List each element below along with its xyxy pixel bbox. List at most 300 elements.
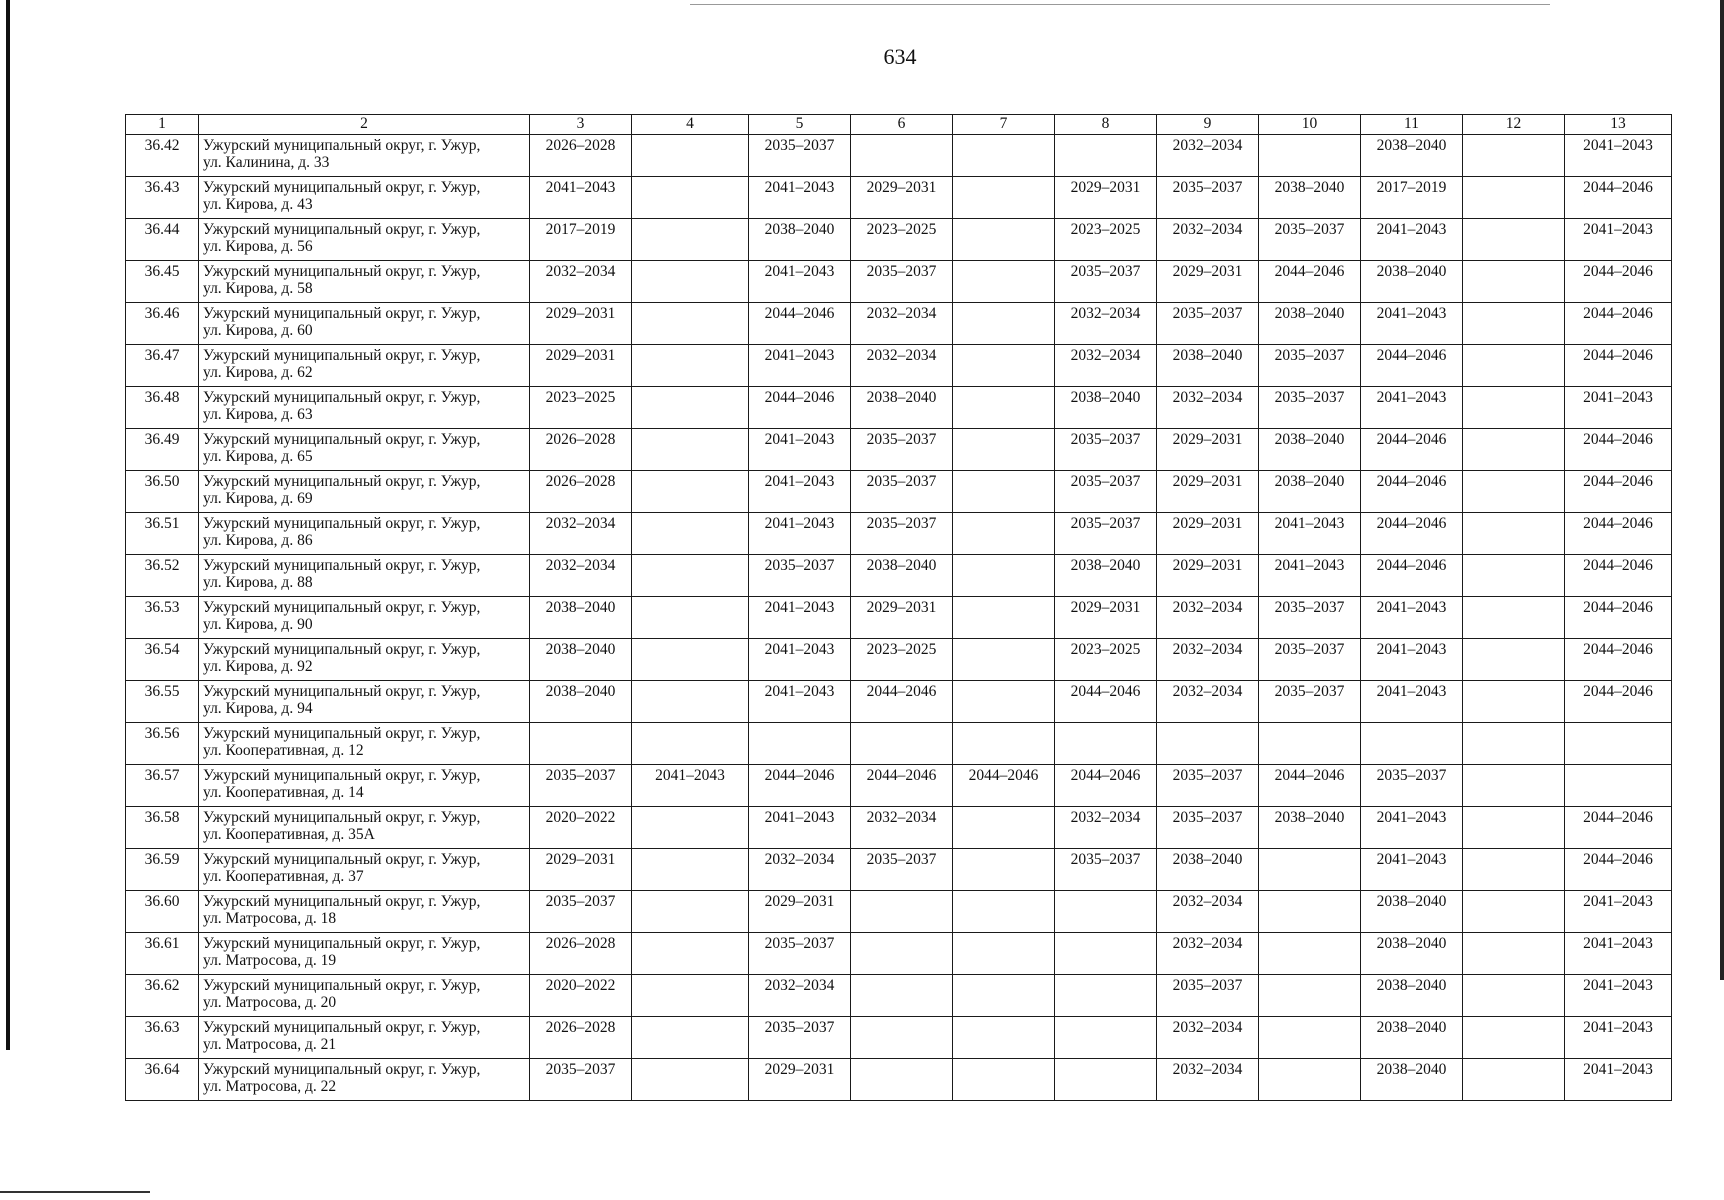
period-cell-col-8: 2023–2025	[1055, 219, 1157, 261]
period-cell-col-8: 2044–2046	[1055, 681, 1157, 723]
table-row	[126, 681, 1672, 723]
period-cell-col-13: 2044–2046	[1565, 177, 1672, 219]
period-cell-col-4	[632, 471, 749, 513]
period-cell-col-13: 2041–2043	[1565, 387, 1672, 429]
period-cell-col-3	[530, 723, 632, 765]
address-cell	[199, 303, 530, 345]
table-row	[126, 597, 1672, 639]
period-cell-col-10: 2035–2037	[1259, 387, 1361, 429]
period-cell-col-8	[1055, 135, 1157, 177]
period-cell-col-11: 2044–2046	[1361, 345, 1463, 387]
address-cell	[199, 723, 530, 765]
period-cell-col-8	[1055, 1017, 1157, 1059]
period-cell-col-11: 2038–2040	[1361, 261, 1463, 303]
period-cell-col-3: 2026–2028	[530, 429, 632, 471]
period-cell-col-11: 2044–2046	[1361, 471, 1463, 513]
address-line-2: ул. Кирова, д. 43	[203, 196, 313, 213]
period-cell-col-8: 2035–2037	[1055, 849, 1157, 891]
page-number: 634	[883, 44, 917, 69]
column-header-3: 3	[530, 115, 632, 135]
period-cell-col-3: 2029–2031	[530, 849, 632, 891]
address-line-1: Ужурский муниципальный округ, г. Ужур,	[203, 641, 481, 658]
table-body	[126, 135, 1672, 1101]
period-cell-col-8: 2029–2031	[1055, 177, 1157, 219]
period-cell-col-4	[632, 891, 749, 933]
period-cell-col-6: 2035–2037	[851, 261, 953, 303]
period-cell-col-6: 2032–2034	[851, 345, 953, 387]
period-cell-col-6	[851, 933, 953, 975]
period-cell-col-12	[1463, 303, 1565, 345]
row-number-cell: 36.60	[126, 891, 199, 933]
period-cell-col-13: 2044–2046	[1565, 471, 1672, 513]
period-cell-col-13: 2044–2046	[1565, 807, 1672, 849]
scan-edge-right	[1720, 0, 1724, 980]
period-cell-col-13	[1565, 723, 1672, 765]
period-cell-col-8	[1055, 891, 1157, 933]
address-line-2: ул. Кирова, д. 94	[203, 700, 313, 717]
table-row	[126, 261, 1672, 303]
period-cell-col-3: 2029–2031	[530, 303, 632, 345]
period-cell-col-7	[953, 135, 1055, 177]
period-cell-col-6: 2023–2025	[851, 639, 953, 681]
address-line-1: Ужурский муниципальный округ, г. Ужур,	[203, 221, 481, 238]
period-cell-col-11: 2044–2046	[1361, 555, 1463, 597]
period-cell-col-13: 2044–2046	[1565, 681, 1672, 723]
address-line-1: Ужурский муниципальный округ, г. Ужур,	[203, 431, 481, 448]
column-header-9: 9	[1157, 115, 1259, 135]
period-cell-col-6	[851, 135, 953, 177]
period-cell-col-10	[1259, 135, 1361, 177]
address-cell	[199, 891, 530, 933]
address-line-1: Ужурский муниципальный округ, г. Ужур,	[203, 935, 481, 952]
period-cell-col-7	[953, 1017, 1055, 1059]
period-cell-col-8: 2035–2037	[1055, 429, 1157, 471]
period-cell-col-7	[953, 723, 1055, 765]
period-cell-col-4	[632, 177, 749, 219]
period-cell-col-11: 2044–2046	[1361, 429, 1463, 471]
row-number-cell: 36.53	[126, 597, 199, 639]
period-cell-col-4	[632, 345, 749, 387]
address-cell	[199, 681, 530, 723]
address-line-1: Ужурский муниципальный округ, г. Ужур,	[203, 179, 481, 196]
period-cell-col-7	[953, 177, 1055, 219]
period-cell-col-5: 2041–2043	[749, 597, 851, 639]
period-cell-col-12	[1463, 135, 1565, 177]
period-cell-col-3: 2026–2028	[530, 471, 632, 513]
period-cell-col-6: 2035–2037	[851, 513, 953, 555]
address-line-2: ул. Кирова, д. 63	[203, 406, 313, 423]
period-cell-col-8: 2035–2037	[1055, 261, 1157, 303]
period-cell-col-7	[953, 1059, 1055, 1101]
period-cell-col-9: 2032–2034	[1157, 135, 1259, 177]
address-line-2: ул. Кирова, д. 69	[203, 490, 313, 507]
period-cell-col-13: 2044–2046	[1565, 555, 1672, 597]
period-cell-col-6	[851, 723, 953, 765]
period-cell-col-8: 2032–2034	[1055, 807, 1157, 849]
table-row	[126, 723, 1672, 765]
address-line-2: ул. Кирова, д. 58	[203, 280, 313, 297]
period-cell-col-4	[632, 1059, 749, 1101]
period-cell-col-13: 2044–2046	[1565, 849, 1672, 891]
period-cell-col-8: 2029–2031	[1055, 597, 1157, 639]
period-cell-col-11: 2041–2043	[1361, 849, 1463, 891]
address-cell	[199, 807, 530, 849]
period-cell-col-6: 2029–2031	[851, 597, 953, 639]
period-cell-col-12	[1463, 219, 1565, 261]
period-cell-col-4	[632, 849, 749, 891]
period-cell-col-5: 2038–2040	[749, 219, 851, 261]
period-cell-col-10: 2038–2040	[1259, 429, 1361, 471]
table-row	[126, 639, 1672, 681]
address-line-1: Ужурский муниципальный округ, г. Ужур,	[203, 1061, 481, 1078]
period-cell-col-13: 2044–2046	[1565, 303, 1672, 345]
period-cell-col-9: 2032–2034	[1157, 1017, 1259, 1059]
period-cell-col-5: 2035–2037	[749, 933, 851, 975]
period-cell-col-7	[953, 387, 1055, 429]
period-cell-col-3: 2023–2025	[530, 387, 632, 429]
period-cell-col-10	[1259, 975, 1361, 1017]
period-cell-col-13: 2044–2046	[1565, 429, 1672, 471]
period-cell-col-12	[1463, 429, 1565, 471]
period-cell-col-7	[953, 345, 1055, 387]
period-cell-col-6: 2032–2034	[851, 807, 953, 849]
table-row	[126, 975, 1672, 1017]
period-cell-col-9: 2035–2037	[1157, 807, 1259, 849]
period-cell-col-12	[1463, 849, 1565, 891]
period-cell-col-10: 2035–2037	[1259, 597, 1361, 639]
period-cell-col-6: 2038–2040	[851, 387, 953, 429]
period-cell-col-4	[632, 387, 749, 429]
period-cell-col-3: 2038–2040	[530, 639, 632, 681]
period-cell-col-3: 2041–2043	[530, 177, 632, 219]
row-number-cell: 36.56	[126, 723, 199, 765]
period-cell-col-10: 2038–2040	[1259, 177, 1361, 219]
period-cell-col-9: 2035–2037	[1157, 303, 1259, 345]
period-cell-col-8: 2023–2025	[1055, 639, 1157, 681]
period-cell-col-9: 2035–2037	[1157, 177, 1259, 219]
period-cell-col-6	[851, 975, 953, 1017]
address-cell	[199, 597, 530, 639]
period-cell-col-6: 2029–2031	[851, 177, 953, 219]
period-cell-col-13: 2041–2043	[1565, 891, 1672, 933]
period-cell-col-5: 2035–2037	[749, 555, 851, 597]
period-cell-col-9: 2035–2037	[1157, 765, 1259, 807]
address-line-2: ул. Кирова, д. 62	[203, 364, 313, 381]
period-cell-col-12	[1463, 807, 1565, 849]
period-cell-col-10: 2035–2037	[1259, 345, 1361, 387]
period-cell-col-13: 2041–2043	[1565, 975, 1672, 1017]
period-cell-col-13	[1565, 765, 1672, 807]
address-line-1: Ужурский муниципальный округ, г. Ужур,	[203, 767, 481, 784]
period-cell-col-6	[851, 891, 953, 933]
period-cell-col-12	[1463, 513, 1565, 555]
period-cell-col-7	[953, 891, 1055, 933]
period-cell-col-7	[953, 639, 1055, 681]
period-cell-col-5: 2044–2046	[749, 387, 851, 429]
period-cell-col-9: 2032–2034	[1157, 1059, 1259, 1101]
period-cell-col-9: 2032–2034	[1157, 891, 1259, 933]
period-cell-col-5: 2032–2034	[749, 975, 851, 1017]
address-line-1: Ужурский муниципальный округ, г. Ужур,	[203, 389, 481, 406]
column-header-6: 6	[851, 115, 953, 135]
table-row	[126, 429, 1672, 471]
period-cell-col-9: 2038–2040	[1157, 345, 1259, 387]
period-cell-col-13: 2041–2043	[1565, 135, 1672, 177]
column-header-13: 13	[1565, 115, 1672, 135]
address-line-1: Ужурский муниципальный округ, г. Ужур,	[203, 557, 481, 574]
period-cell-col-9: 2032–2034	[1157, 597, 1259, 639]
period-cell-col-12	[1463, 933, 1565, 975]
period-cell-col-8: 2038–2040	[1055, 387, 1157, 429]
period-cell-col-6: 2038–2040	[851, 555, 953, 597]
address-line-2: ул. Кирова, д. 56	[203, 238, 313, 255]
period-cell-col-11: 2038–2040	[1361, 975, 1463, 1017]
period-cell-col-7	[953, 303, 1055, 345]
address-cell	[199, 429, 530, 471]
period-cell-col-9: 2032–2034	[1157, 387, 1259, 429]
period-cell-col-13: 2044–2046	[1565, 261, 1672, 303]
period-cell-col-5: 2035–2037	[749, 135, 851, 177]
period-cell-col-11: 2038–2040	[1361, 1059, 1463, 1101]
period-cell-col-13: 2044–2046	[1565, 597, 1672, 639]
address-line-1: Ужурский муниципальный округ, г. Ужур,	[203, 851, 481, 868]
period-cell-col-7	[953, 555, 1055, 597]
period-cell-col-11: 2041–2043	[1361, 681, 1463, 723]
period-cell-col-3: 2035–2037	[530, 891, 632, 933]
period-cell-col-10: 2044–2046	[1259, 765, 1361, 807]
period-cell-col-3: 2017–2019	[530, 219, 632, 261]
period-cell-col-5: 2035–2037	[749, 1017, 851, 1059]
address-line-1: Ужурский муниципальный округ, г. Ужур,	[203, 347, 481, 364]
period-cell-col-3: 2035–2037	[530, 1059, 632, 1101]
address-line-2: ул. Кирова, д. 92	[203, 658, 313, 675]
row-number-cell: 36.54	[126, 639, 199, 681]
period-cell-col-11: 2041–2043	[1361, 387, 1463, 429]
period-cell-col-13: 2041–2043	[1565, 933, 1672, 975]
table-row	[126, 513, 1672, 555]
address-line-2: ул. Матросова, д. 21	[203, 1036, 337, 1053]
period-cell-col-13: 2041–2043	[1565, 1059, 1672, 1101]
period-cell-col-10	[1259, 891, 1361, 933]
address-cell	[199, 555, 530, 597]
period-cell-col-5: 2041–2043	[749, 345, 851, 387]
address-line-1: Ужурский муниципальный округ, г. Ужур,	[203, 977, 481, 994]
period-cell-col-8: 2044–2046	[1055, 765, 1157, 807]
period-cell-col-8: 2035–2037	[1055, 513, 1157, 555]
period-cell-col-11: 2041–2043	[1361, 219, 1463, 261]
row-number-cell: 36.46	[126, 303, 199, 345]
header-row	[126, 115, 1672, 135]
period-cell-col-6	[851, 1017, 953, 1059]
period-cell-col-9: 2032–2034	[1157, 933, 1259, 975]
period-cell-col-3: 2038–2040	[530, 681, 632, 723]
address-cell	[199, 345, 530, 387]
period-cell-col-8: 2032–2034	[1055, 303, 1157, 345]
address-line-2: ул. Калинина, д. 33	[203, 154, 330, 171]
period-cell-col-7	[953, 471, 1055, 513]
table-row	[126, 933, 1672, 975]
period-cell-col-3: 2029–2031	[530, 345, 632, 387]
row-number-cell: 36.44	[126, 219, 199, 261]
period-cell-col-5: 2041–2043	[749, 681, 851, 723]
period-cell-col-9: 2038–2040	[1157, 849, 1259, 891]
row-number-cell: 36.64	[126, 1059, 199, 1101]
period-cell-col-3: 2026–2028	[530, 1017, 632, 1059]
period-cell-col-7	[953, 849, 1055, 891]
period-cell-col-11: 2035–2037	[1361, 765, 1463, 807]
period-cell-col-11: 2038–2040	[1361, 933, 1463, 975]
period-cell-col-13: 2041–2043	[1565, 219, 1672, 261]
address-line-2: ул. Кооперативная, д. 35А	[203, 826, 375, 843]
address-line-2: ул. Кооперативная, д. 14	[203, 784, 364, 801]
period-cell-col-10: 2035–2037	[1259, 639, 1361, 681]
period-cell-col-5: 2041–2043	[749, 429, 851, 471]
row-number-cell: 36.55	[126, 681, 199, 723]
period-cell-col-4	[632, 933, 749, 975]
address-line-1: Ужурский муниципальный округ, г. Ужур,	[203, 305, 481, 322]
row-number-cell: 36.42	[126, 135, 199, 177]
period-cell-col-12	[1463, 891, 1565, 933]
row-number-cell: 36.59	[126, 849, 199, 891]
period-cell-col-12	[1463, 1017, 1565, 1059]
period-cell-col-9: 2032–2034	[1157, 219, 1259, 261]
period-cell-col-11: 2041–2043	[1361, 807, 1463, 849]
period-cell-col-12	[1463, 597, 1565, 639]
period-cell-col-11: 2038–2040	[1361, 1017, 1463, 1059]
address-line-1: Ужурский муниципальный округ, г. Ужур,	[203, 683, 481, 700]
period-cell-col-10: 2041–2043	[1259, 513, 1361, 555]
period-cell-col-7	[953, 261, 1055, 303]
period-cell-col-7	[953, 429, 1055, 471]
table-row	[126, 849, 1672, 891]
address-cell	[199, 219, 530, 261]
column-header-12: 12	[1463, 115, 1565, 135]
period-cell-col-12	[1463, 681, 1565, 723]
period-cell-col-9: 2029–2031	[1157, 555, 1259, 597]
period-cell-col-11: 2041–2043	[1361, 303, 1463, 345]
address-line-1: Ужурский муниципальный округ, г. Ужур,	[203, 599, 481, 616]
period-cell-col-3: 2038–2040	[530, 597, 632, 639]
address-cell	[199, 513, 530, 555]
period-cell-col-9: 2032–2034	[1157, 639, 1259, 681]
period-cell-col-3: 2026–2028	[530, 135, 632, 177]
address-line-2: ул. Матросова, д. 19	[203, 952, 337, 969]
table-row	[126, 303, 1672, 345]
period-cell-col-12	[1463, 387, 1565, 429]
scan-top-line	[690, 4, 1550, 5]
row-number-cell: 36.48	[126, 387, 199, 429]
period-cell-col-12	[1463, 177, 1565, 219]
period-cell-col-4	[632, 639, 749, 681]
period-cell-col-7	[953, 513, 1055, 555]
address-cell	[199, 639, 530, 681]
period-cell-col-12	[1463, 471, 1565, 513]
schedule-table	[125, 114, 1672, 1101]
period-cell-col-10: 2035–2037	[1259, 681, 1361, 723]
period-cell-col-13: 2044–2046	[1565, 513, 1672, 555]
row-number-cell: 36.52	[126, 555, 199, 597]
period-cell-col-6: 2035–2037	[851, 849, 953, 891]
period-cell-col-10	[1259, 1059, 1361, 1101]
period-cell-col-6	[851, 1059, 953, 1101]
period-cell-col-12	[1463, 555, 1565, 597]
period-cell-col-7	[953, 933, 1055, 975]
period-cell-col-6: 2032–2034	[851, 303, 953, 345]
period-cell-col-9: 2032–2034	[1157, 681, 1259, 723]
period-cell-col-5: 2044–2046	[749, 765, 851, 807]
period-cell-col-3: 2035–2037	[530, 765, 632, 807]
period-cell-col-7	[953, 681, 1055, 723]
period-cell-col-9: 2035–2037	[1157, 975, 1259, 1017]
period-cell-col-8: 2035–2037	[1055, 471, 1157, 513]
period-cell-col-4	[632, 513, 749, 555]
table-row	[126, 219, 1672, 261]
row-number-cell: 36.49	[126, 429, 199, 471]
period-cell-col-13: 2044–2046	[1565, 345, 1672, 387]
period-cell-col-11: 2041–2043	[1361, 597, 1463, 639]
table-row	[126, 387, 1672, 429]
column-header-2: 2	[199, 115, 530, 135]
column-header-10: 10	[1259, 115, 1361, 135]
period-cell-col-3: 2032–2034	[530, 513, 632, 555]
period-cell-col-6: 2044–2046	[851, 765, 953, 807]
period-cell-col-4	[632, 303, 749, 345]
period-cell-col-10: 2035–2037	[1259, 219, 1361, 261]
scan-edge-left	[6, 0, 10, 1050]
period-cell-col-10	[1259, 933, 1361, 975]
period-cell-col-4	[632, 429, 749, 471]
period-cell-col-3: 2026–2028	[530, 933, 632, 975]
period-cell-col-7	[953, 807, 1055, 849]
period-cell-col-5: 2041–2043	[749, 261, 851, 303]
period-cell-col-12	[1463, 975, 1565, 1017]
column-header-7: 7	[953, 115, 1055, 135]
address-line-2: ул. Кирова, д. 88	[203, 574, 313, 591]
period-cell-col-4	[632, 555, 749, 597]
period-cell-col-10: 2044–2046	[1259, 261, 1361, 303]
address-cell	[199, 471, 530, 513]
period-cell-col-8: 2032–2034	[1055, 345, 1157, 387]
address-line-1: Ужурский муниципальный округ, г. Ужур,	[203, 515, 481, 532]
address-cell	[199, 849, 530, 891]
table-row	[126, 345, 1672, 387]
table-row	[126, 1059, 1672, 1101]
address-cell	[199, 765, 530, 807]
row-number-cell: 36.61	[126, 933, 199, 975]
period-cell-col-13: 2044–2046	[1565, 639, 1672, 681]
address-line-2: ул. Матросова, д. 22	[203, 1078, 337, 1095]
table-row	[126, 807, 1672, 849]
period-cell-col-11: 2041–2043	[1361, 639, 1463, 681]
period-cell-col-7	[953, 597, 1055, 639]
table-row	[126, 177, 1672, 219]
address-line-1: Ужурский муниципальный округ, г. Ужур,	[203, 473, 481, 490]
period-cell-col-10	[1259, 723, 1361, 765]
row-number-cell: 36.43	[126, 177, 199, 219]
period-cell-col-9: 2029–2031	[1157, 429, 1259, 471]
period-cell-col-7: 2044–2046	[953, 765, 1055, 807]
period-cell-col-9: 2029–2031	[1157, 261, 1259, 303]
address-line-1: Ужурский муниципальный округ, г. Ужур,	[203, 893, 481, 910]
period-cell-col-12	[1463, 261, 1565, 303]
period-cell-col-5: 2041–2043	[749, 513, 851, 555]
address-cell	[199, 261, 530, 303]
period-cell-col-4	[632, 681, 749, 723]
period-cell-col-10	[1259, 1017, 1361, 1059]
period-cell-col-8	[1055, 975, 1157, 1017]
row-number-cell: 36.47	[126, 345, 199, 387]
address-line-1: Ужурский муниципальный округ, г. Ужур,	[203, 263, 481, 280]
